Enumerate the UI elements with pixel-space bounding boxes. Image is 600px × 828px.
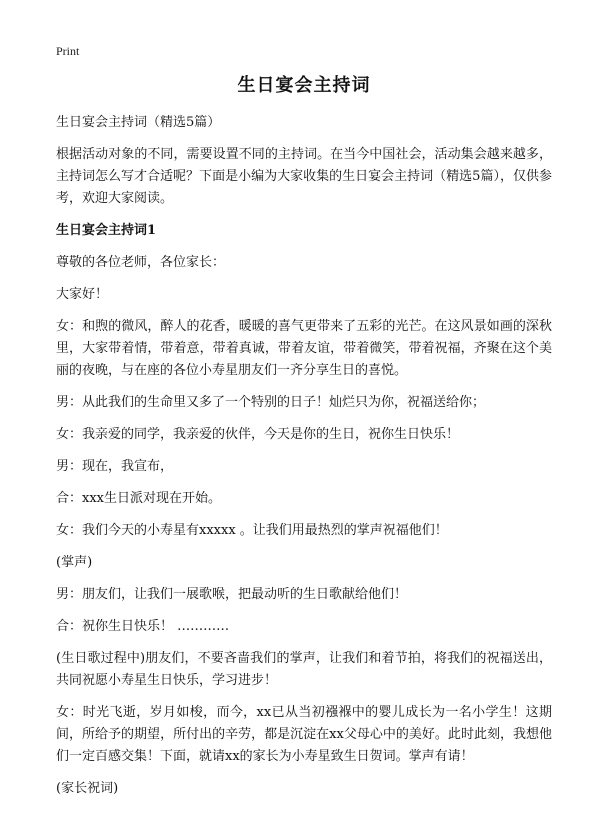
paragraph: 女：我亲爱的同学，我亲爱的伙伴，今天是你的生日，祝你生日快乐！ [56,427,460,442]
paragraph: 男：现在，我宣布， [56,459,174,474]
print-label: Print [56,44,80,58]
paragraph: 男：从此我们的生命里又多了一个特别的日子！灿烂只为你，祝福送给你； [56,395,486,410]
paragraph: 合：祝你生日快乐！ ………… [56,619,230,634]
document-title: 生日宴会主持词 [237,75,371,96]
paragraph: 男：朋友们，让我们一展歌喉，把最动听的生日歌献给他们！ [56,587,408,602]
paragraph: (家长祝词) [56,781,119,796]
paragraph: 女：和煦的微风，醉人的花香，暖暖的喜气更带来了五彩的光芒。在这风景如画的深秋里，大家带着情，带着意，带着真诚，带着友谊，带着微笑，带着祝福，齐聚在这个美丽的夜晚，与在座的各位小寿星朋友们一齐分享生日的喜悦。 [56,319,552,378]
document-page [56,44,552,810]
paragraph: 大家好！ [56,287,109,302]
paragraph: 合：xxx生日派对现在开始。 [56,491,221,506]
document-subtitle: 生日宴会主持词（精选5篇） [56,115,221,130]
paragraph: 女：我们今天的小寿星有xxxxx 。让我们用最热烈的掌声祝福他们！ [56,523,448,538]
section-heading: 生日宴会主持词1 [56,223,157,238]
paragraph: (生日歌过程中)朋友们，不要吝啬我们的掌声，让我们和着节拍，将我们的祝福送出，共同祝愿小寿星生日快乐，学习进步！ [56,651,552,688]
paragraph: (掌声) [56,555,93,570]
paragraph: 女：时光飞逝，岁月如梭，而今，xx已从当初襁褓中的婴儿成长为一名小学生！这期间，所给予的期望，所付出的辛劳，都是沉淀在xx父母心中的美好。此时此刻，我想他们一定百感交集！下面，就请xx的家长为小寿星致生日贺词。掌声有请！ [56,705,552,764]
intro-paragraph: 根据活动对象的不同，需要设置不同的主持词。在当今中国社会，活动集会越来越多，主持词怎么写才合适呢？下面是小编为大家收集的生日宴会主持词（精选5篇），仅供参考，欢迎大家阅读。 [56,147,552,206]
paragraph: 尊敬的各位老师，各位家长： [56,255,226,270]
